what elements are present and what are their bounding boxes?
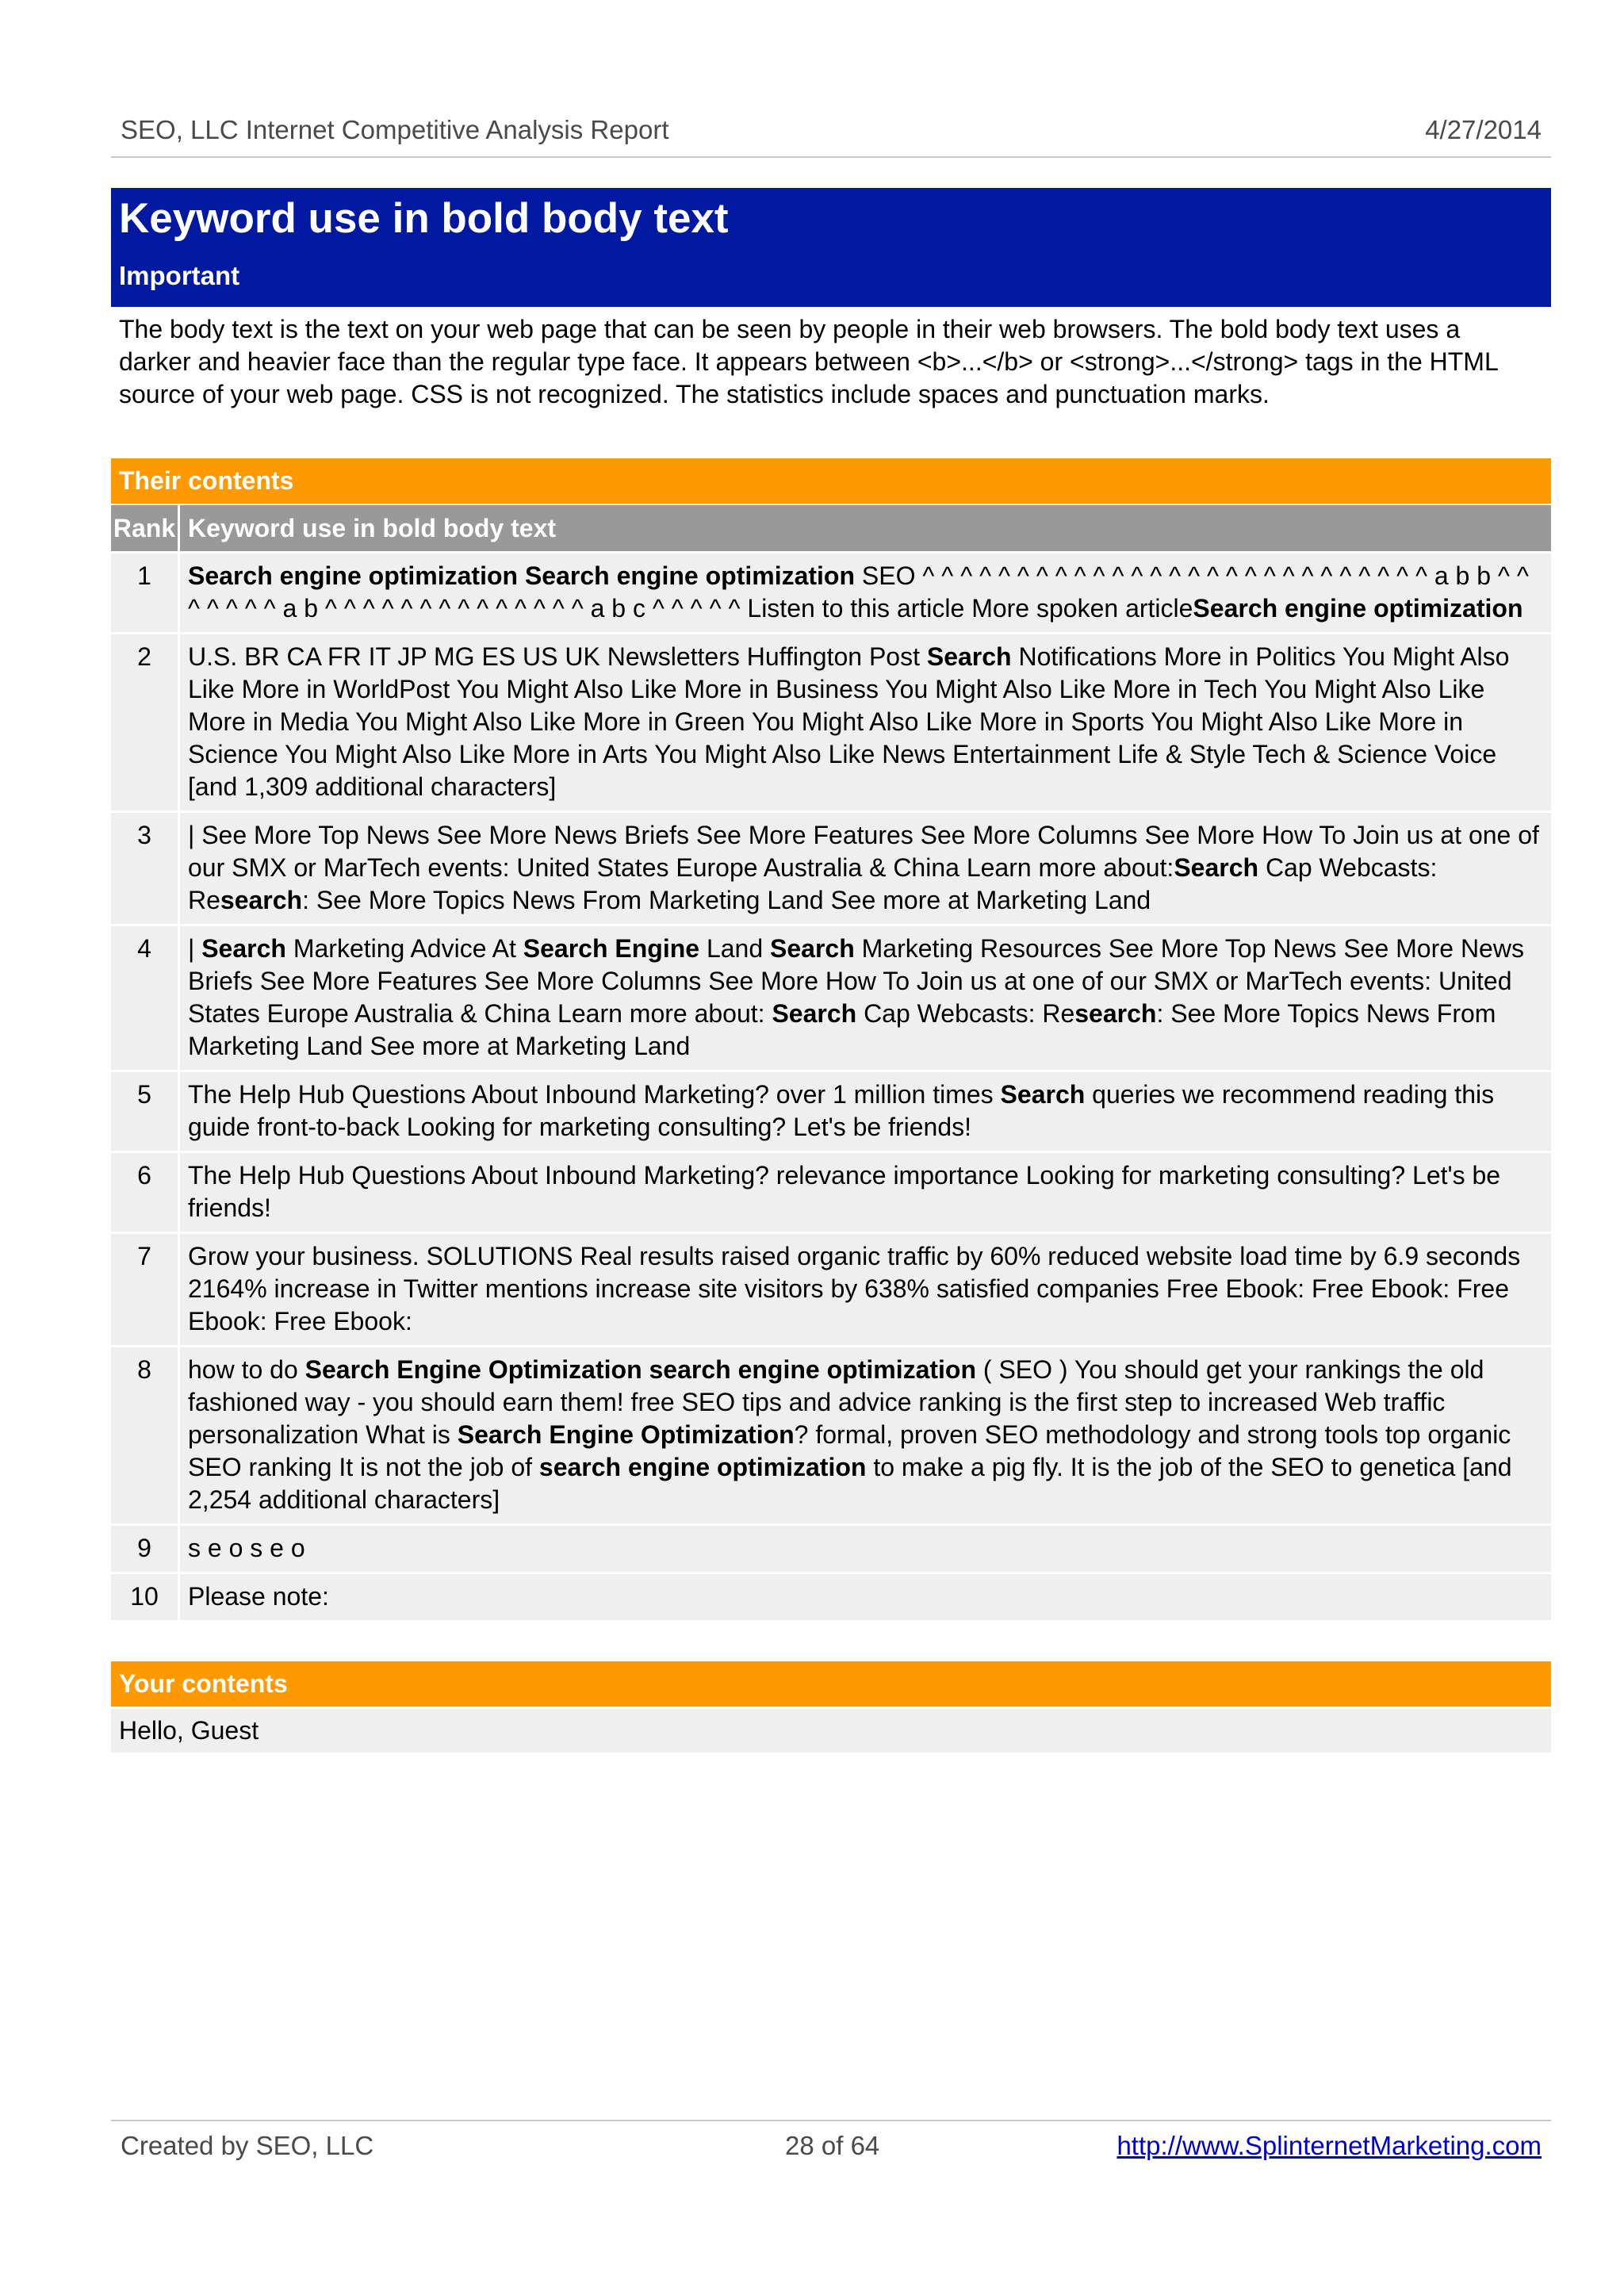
report-header	[111, 115, 1551, 158]
body-text: how to do	[188, 1355, 305, 1384]
body-text: The Help Hub Questions About Inbound Marketing? relevance importance Looking for marketing consulting? Let's be friends!	[188, 1161, 1501, 1222]
bold-keyword: search engine optimization	[538, 1453, 867, 1481]
bold-keyword: Search Engine	[523, 934, 700, 963]
keyword-cell	[179, 1071, 1552, 1152]
intro-text: The body text is the text on your web page that can be seen by people in their web browsers. The bold body text uses a darker and heavier face than the regular type face. It appears between <b>...</b> or <strong>...</strong> tags in the HTML source of your web page. CSS is not recognized. The statistics include spaces and punctuation marks.	[119, 315, 1498, 408]
bold-keyword: Search	[926, 642, 1012, 671]
table-row	[111, 1071, 1551, 1152]
body-text: to make a pig fly. It is the job of the SEO to genetica [and 2,254 additional characters]	[188, 1453, 1512, 1514]
keyword-cell	[179, 1347, 1552, 1525]
report-footer	[111, 2120, 1551, 2170]
footer-page-number: 28 of 64	[785, 2131, 880, 2160]
rank-cell: 2	[111, 634, 179, 812]
table-row	[111, 1347, 1551, 1525]
body-text: Please note:	[188, 1582, 329, 1611]
body-text: The Help Hub Questions About Inbound Marketing? over 1 million times	[188, 1080, 1001, 1109]
body-text: ( SEO ) You should get your rankings the old fashioned way - you should earn them! free SEO tips and advice ranking is the first step to increased Web traffic personalization What is	[188, 1355, 1484, 1449]
table-row	[111, 1573, 1551, 1621]
rank-cell: 4	[111, 925, 179, 1071]
rank-cell: 9	[111, 1525, 179, 1573]
body-text: Land	[699, 934, 771, 963]
rank-cell: 8	[111, 1347, 179, 1525]
rank-column-header: Rank	[111, 504, 179, 553]
body-text: | See More Top News See More News Briefs See More Features See More Columns See More How To Join us at one of our SMX or MarTech events: United States Europe Australia & China Learn more about:	[188, 821, 1539, 882]
your-contents-label: Your contents	[111, 1661, 1551, 1707]
bold-keyword: Search	[772, 999, 857, 1028]
footer-link[interactable]: http://www.SplinternetMarketing.com	[1116, 2131, 1542, 2160]
body-text: queries we recommend reading this guide front-to-back Looking for marketing consulting? Let's be friends!	[188, 1080, 1495, 1141]
rank-cell: 6	[111, 1152, 179, 1233]
bold-keyword: Search	[1000, 1080, 1086, 1109]
body-text: Marketing Advice At	[285, 934, 523, 963]
body-text: s e o s e o	[188, 1534, 305, 1562]
footer-created-by: Created by SEO, LLC	[121, 2131, 374, 2160]
keyword-cell	[179, 812, 1552, 925]
rank-cell: 7	[111, 1233, 179, 1347]
bold-keyword: Search engine optimization Search engine optimization	[188, 561, 856, 590]
keyword-cell	[179, 634, 1552, 812]
your-contents	[111, 1661, 1551, 1753]
body-text: : See More Topics News From Marketing Land See more at Marketing Land	[302, 886, 1151, 914]
rank-cell: 1	[111, 553, 179, 634]
keyword-cell	[179, 1152, 1552, 1233]
table-row	[111, 925, 1551, 1071]
bold-keyword: search	[220, 886, 303, 914]
section-title: Keyword use in bold body text	[119, 195, 729, 242]
table-row	[111, 1152, 1551, 1233]
body-text: |	[188, 934, 202, 963]
bold-keyword: Search engine optimization	[1193, 594, 1523, 623]
keyword-cell	[179, 925, 1552, 1071]
table-row	[111, 634, 1551, 812]
body-text: Grow your business. SOLUTIONS Real results raised organic traffic by 60% reduced website load time by 6.9 seconds 2164% increase in Twitter mentions increase site visitors by 638% satisfied companies Free Ebook: Free Ebook: Free Ebook: Free Ebook:	[188, 1242, 1521, 1335]
rank-cell: 10	[111, 1573, 179, 1621]
report-date: 4/27/2014	[1425, 115, 1542, 144]
body-text: Notifications More in Politics You Might Also Like More in WorldPost You Might Also Like More in Business You Might Also Like More in Tech You Might Also Like More in Media You Might Also Like More in Green You Might Also Like More in Sports You Might Also Like More in Science You Might Also Like More in Arts You Might Also Like News Entertainment Life & Style Tech & Science Voice [and 1,309 additional characters]	[188, 642, 1510, 801]
keyword-column-header: Keyword use in bold body text	[179, 504, 1552, 553]
section-title-box	[111, 188, 1551, 307]
body-text: Cap Webcasts: Re	[856, 999, 1075, 1028]
keyword-cell	[179, 553, 1552, 634]
body-text: ? formal, proven SEO methodology and strong tools top organic SEO ranking It is not the job of	[188, 1420, 1511, 1481]
their-contents-label: Their contents	[111, 458, 1551, 504]
rank-cell: 5	[111, 1071, 179, 1152]
bold-keyword: Search	[201, 934, 286, 963]
table-row	[111, 553, 1551, 634]
column-header-row	[111, 504, 1551, 553]
body-text: Marketing Resources See More Top News See More News Briefs See More Features See More Columns See More How To Join us at one of our SMX or MarTech events: United States Europe Australia & China Learn more about:	[188, 934, 1524, 1028]
rank-cell: 3	[111, 812, 179, 925]
their-contents-table	[111, 458, 1551, 1620]
keyword-cell	[179, 1573, 1552, 1621]
body-text: SEO ^ ^ ^ ^ ^ ^ ^ ^ ^ ^ ^ ^ ^ ^ ^ ^ ^ ^ ^ ^ ^ ^ ^ ^ ^ ^ ^ a b b ^ ^ ^ ^ ^ ^ ^ a b ^ ^ ^ ^ ^ ^ ^ ^ ^ ^ ^ ^ ^ ^ a b c ^ ^ ^ ^ ^ Listen to this article More spoken article	[188, 561, 1529, 623]
table-row	[111, 812, 1551, 925]
bold-keyword: search	[1074, 999, 1157, 1028]
body-text: : See More Topics News From Marketing Land See more at Marketing Land	[188, 999, 1496, 1060]
table-row	[111, 1233, 1551, 1347]
importance-label: Important	[119, 261, 240, 290]
bold-keyword: Search	[770, 934, 855, 963]
your-contents-value: Hello, Guest	[111, 1707, 1551, 1753]
body-text: U.S. BR CA FR IT JP MG ES US UK Newsletters Huffington Post	[188, 642, 927, 671]
keyword-cell	[179, 1525, 1552, 1573]
bold-keyword: Search Engine Optimization	[457, 1420, 795, 1449]
bold-keyword: Search	[1174, 853, 1259, 882]
their-contents-bar	[111, 458, 1551, 504]
report-title: SEO, LLC Internet Competitive Analysis Report	[121, 115, 669, 144]
body-text: Cap Webcasts: Re	[188, 853, 1438, 914]
table-row	[111, 1525, 1551, 1573]
bold-keyword: Search Engine Optimization search engine optimization	[304, 1355, 977, 1384]
keyword-cell	[179, 1233, 1552, 1347]
